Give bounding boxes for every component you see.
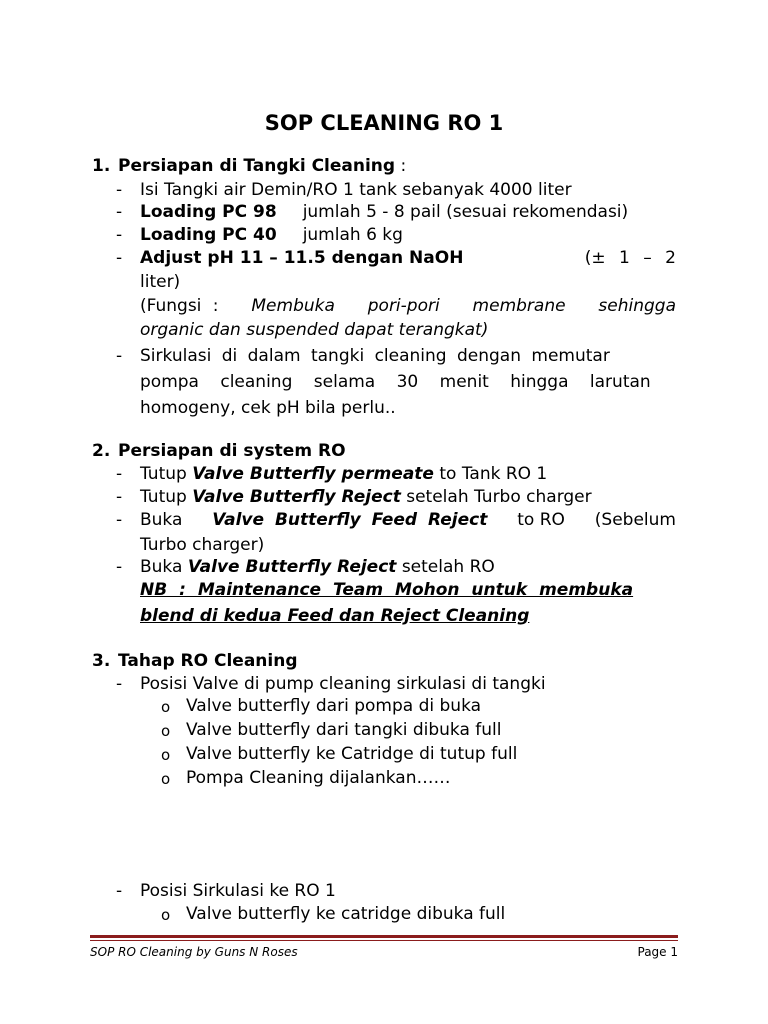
- valve-name: Valve Butterfly permeate: [192, 464, 434, 484]
- section-2-heading: [92, 441, 346, 461]
- dash-bullet: -: [116, 248, 123, 268]
- item-text: Tutup: [140, 464, 193, 484]
- list-item: [140, 202, 628, 222]
- list-item: [140, 510, 676, 530]
- note-word: membrane: [472, 296, 566, 316]
- footer-left: SOP RO Cleaning by Guns N Roses: [90, 945, 298, 959]
- footer-rule-thin: [90, 940, 678, 941]
- document-title: SOP CLEANING RO 1: [264, 111, 504, 135]
- list-item: [140, 557, 495, 577]
- nb-note: [140, 580, 676, 600]
- section-colon: :: [395, 156, 407, 176]
- note-word: pori-pori: [367, 296, 440, 316]
- sub-list-item: Valve butterfly ke catridge dibuka full: [186, 904, 506, 924]
- dash-bullet: -: [116, 202, 123, 222]
- list-item: [140, 487, 592, 507]
- sub-list-item: Valve butterfly dari pompa di buka: [186, 696, 482, 716]
- valve-name: Valve Butterfly Reject: [192, 487, 401, 507]
- item-text: setelah Turbo charger: [400, 487, 592, 507]
- list-item: [140, 346, 676, 366]
- dash-bullet: -: [116, 346, 123, 366]
- section-title: Tahap RO Cleaning: [118, 651, 298, 671]
- function-note: [140, 296, 676, 316]
- item-continuation: liter): [140, 272, 181, 292]
- item-text: jumlah 6 kg: [302, 225, 403, 245]
- circle-bullet: o: [161, 698, 171, 716]
- dash-bullet: -: [116, 557, 123, 577]
- dash-bullet: -: [116, 225, 123, 245]
- sub-list-item: Pompa Cleaning dijalankan……: [186, 768, 451, 788]
- item-text: to RO: [517, 510, 565, 530]
- dash-bullet: -: [116, 487, 123, 507]
- item-text: jumlah 5 - 8 pail (sesuai rekomendasi): [302, 202, 629, 222]
- dash-bullet: -: [116, 674, 123, 694]
- list-item: Isi Tangki air Demin/RO 1 tank sebanyak 4000 liter: [140, 180, 572, 200]
- nb-note-continuation: blend di kedua Feed dan Reject Cleaning: [140, 606, 530, 626]
- item-text: (± 1 – 2: [584, 248, 676, 268]
- page-number: Page 1: [637, 945, 678, 959]
- bold-text: Loading PC 40: [140, 225, 277, 245]
- item-text: Tutup: [140, 487, 193, 507]
- dash-bullet: -: [116, 881, 123, 901]
- list-item: [140, 248, 676, 268]
- list-item: [140, 225, 403, 245]
- nb-text: NB : Maintenance Team Mohon untuk membuka: [140, 580, 634, 600]
- section-title: Persiapan di system RO: [118, 441, 346, 461]
- item-continuation: Turbo charger): [140, 535, 265, 555]
- section-number: 2.: [92, 441, 111, 461]
- bold-text: Loading PC 98: [140, 202, 277, 222]
- section-title: Persiapan di Tangki Cleaning: [118, 156, 396, 176]
- dash-bullet: -: [116, 464, 123, 484]
- note-word: Membuka: [251, 296, 335, 316]
- valve-name: Valve Butterfly Feed Reject: [212, 510, 488, 530]
- circle-bullet: o: [161, 722, 171, 740]
- section-3-heading: [92, 651, 298, 671]
- footer-rule-thick: [90, 935, 678, 938]
- dash-bullet: -: [116, 180, 123, 200]
- section-1-heading: [92, 156, 406, 176]
- item-text: (Sebelum: [594, 510, 676, 530]
- sub-list-item: Valve butterfly dari tangki dibuka full: [186, 720, 502, 740]
- bold-text: Adjust pH 11 – 11.5 dengan NaOH: [140, 248, 464, 268]
- item-text: setelah RO: [396, 557, 495, 577]
- circle-bullet: o: [161, 746, 171, 764]
- circle-bullet: o: [161, 770, 171, 788]
- note-prefix: (Fungsi :: [140, 296, 219, 316]
- list-item: Posisi Sirkulasi ke RO 1: [140, 881, 336, 901]
- item-text: Buka: [140, 557, 188, 577]
- item-continuation: homogeny, cek pH bila perlu..: [140, 398, 396, 418]
- item-text: Buka: [140, 510, 183, 530]
- item-text: Sirkulasi di dalam tangki cleaning dengan memutar: [140, 346, 610, 366]
- section-number: 1.: [92, 156, 111, 176]
- note-word: sehingga: [598, 296, 676, 316]
- section-number: 3.: [92, 651, 111, 671]
- function-note-continuation: organic dan suspended dapat terangkat): [140, 320, 489, 340]
- dash-bullet: -: [116, 510, 123, 530]
- list-item: Posisi Valve di pump cleaning sirkulasi di tangki: [140, 674, 546, 694]
- item-text: pompa cleaning selama 30 menit hingga larutan: [140, 372, 651, 392]
- list-item: [140, 464, 547, 484]
- circle-bullet: o: [161, 906, 171, 924]
- valve-name: Valve Butterfly Reject: [187, 557, 397, 577]
- item-text: to Tank RO 1: [433, 464, 548, 484]
- item-continuation: [140, 372, 676, 392]
- sub-list-item: Valve butterfly ke Catridge di tutup full: [186, 744, 518, 764]
